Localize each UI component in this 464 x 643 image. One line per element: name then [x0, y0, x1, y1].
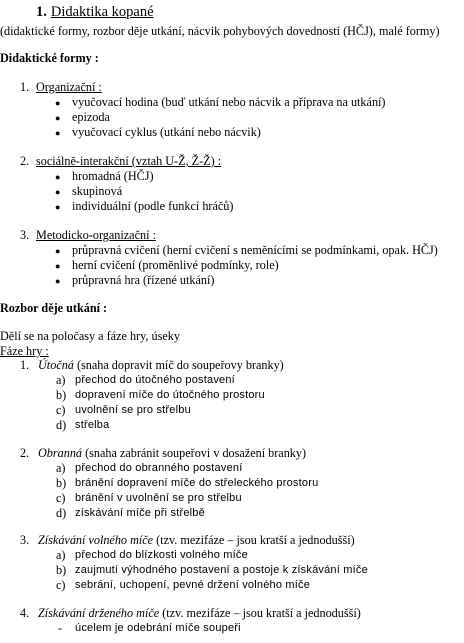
form-number: 1. — [20, 80, 30, 94]
bullet-icon: ● — [55, 113, 61, 123]
bullet-icon: ● — [55, 172, 61, 182]
list-item: bránění v uvolnění se pro střelbu — [75, 492, 242, 504]
list-item: získávání míče při střelbě — [75, 507, 205, 519]
phases-label: Fáze hry : — [0, 344, 49, 358]
form-label: sociálně-interakční (vztah U-Ž, Ž-Ž) : — [36, 154, 222, 168]
form-label: Metodicko-organizační : — [36, 228, 156, 242]
list-marker: a) — [56, 548, 66, 562]
section-heading-forms: Didaktické formy : — [0, 51, 99, 65]
list-item: přechod do blízkosti volného míče — [75, 549, 248, 561]
phase-number: 1. — [20, 358, 30, 372]
list-item: průpravná hra (řízené utkání) — [72, 273, 215, 287]
list-item: sebrání, uchopení, pevné držení volného míče — [75, 579, 311, 591]
list-marker: c) — [56, 491, 66, 505]
bullet-icon: ● — [55, 261, 61, 271]
phase-number: 4. — [20, 606, 30, 620]
bullet-icon: ● — [55, 128, 61, 138]
phase-title: Útočná (snaha dopravit míč do soupeřovy branky) — [38, 358, 284, 372]
list-item: epizoda — [72, 110, 110, 124]
list-marker: d) — [56, 418, 67, 432]
list-item: průpravná cvičení (herní cvičení s neměnícími se podmínkami, opak. HČJ) — [72, 243, 438, 257]
phase-number: 2. — [20, 446, 30, 460]
list-item: bránění dopravení míče do střeleckého prostoru — [75, 477, 319, 489]
list-item: herní cvičení (proměnlivé podmínky, role) — [72, 258, 279, 272]
document-title — [36, 5, 154, 20]
title-number: 1. — [36, 4, 47, 20]
list-marker: b) — [56, 388, 67, 402]
list-item: hromadná (HČJ) — [72, 169, 154, 183]
phase-title: Získávání volného míče (tzv. mezifáze – jsou kratší a jednodušší) — [38, 533, 355, 547]
list-marker: - — [58, 621, 63, 635]
list-item: dopravení míče do útočného prostoru — [75, 389, 265, 401]
list-item: přechod do útočného postavení — [75, 374, 235, 386]
list-marker: b) — [56, 476, 67, 490]
bullet-icon: ● — [55, 98, 61, 108]
list-item: úcelem je odebrání míče soupeři — [75, 622, 241, 634]
list-marker: d) — [56, 506, 67, 520]
list-marker: c) — [56, 403, 66, 417]
bullet-icon: ● — [55, 202, 61, 212]
list-item: individuální (podle funkcí hráčů) — [72, 199, 234, 213]
list-marker: b) — [56, 563, 67, 577]
bullet-icon: ● — [55, 187, 61, 197]
list-item: skupinová — [72, 184, 123, 198]
form-number: 3. — [20, 228, 30, 242]
list-item: vyučovací hodina (buď utkání nebo nácvik a příprava na utkání) — [72, 95, 386, 109]
bullet-icon: ● — [55, 276, 61, 286]
list-item: zaujmutí výhodného postavení a postoje k získávání míče — [75, 564, 368, 576]
phase-title: Získávání drženého míče (tzv. mezifáze – jsou kratší a jednodušší) — [38, 606, 361, 620]
subtitle: (didaktické formy, rozbor děje utkání, nácvik pohybových dovedností (HČJ), malé formy) — [0, 24, 440, 38]
list-marker: c) — [56, 578, 66, 592]
section-heading-analysis: Rozbor děje utkání : — [0, 301, 108, 315]
list-item: střelba — [75, 419, 110, 431]
list-item: přechod do obranného postavení — [75, 462, 243, 474]
list-item: vyučovací cyklus (utkání nebo nácvik) — [72, 125, 261, 139]
form-label: Organizační : — [36, 80, 102, 94]
phase-title: Obranná (snaha zabránit soupeřovi v dosažení branky) — [38, 446, 307, 460]
form-number: 2. — [20, 154, 30, 168]
list-marker: a) — [56, 461, 66, 475]
title-text: Didaktika kopané — [50, 4, 154, 20]
list-item: uvolnění se pro střelbu — [75, 404, 191, 416]
bullet-icon: ● — [55, 246, 61, 256]
list-marker: a) — [56, 373, 66, 387]
intro-text: Dělí se na poločasy a fáze hry, úseky — [0, 329, 180, 343]
phase-number: 3. — [20, 533, 30, 547]
